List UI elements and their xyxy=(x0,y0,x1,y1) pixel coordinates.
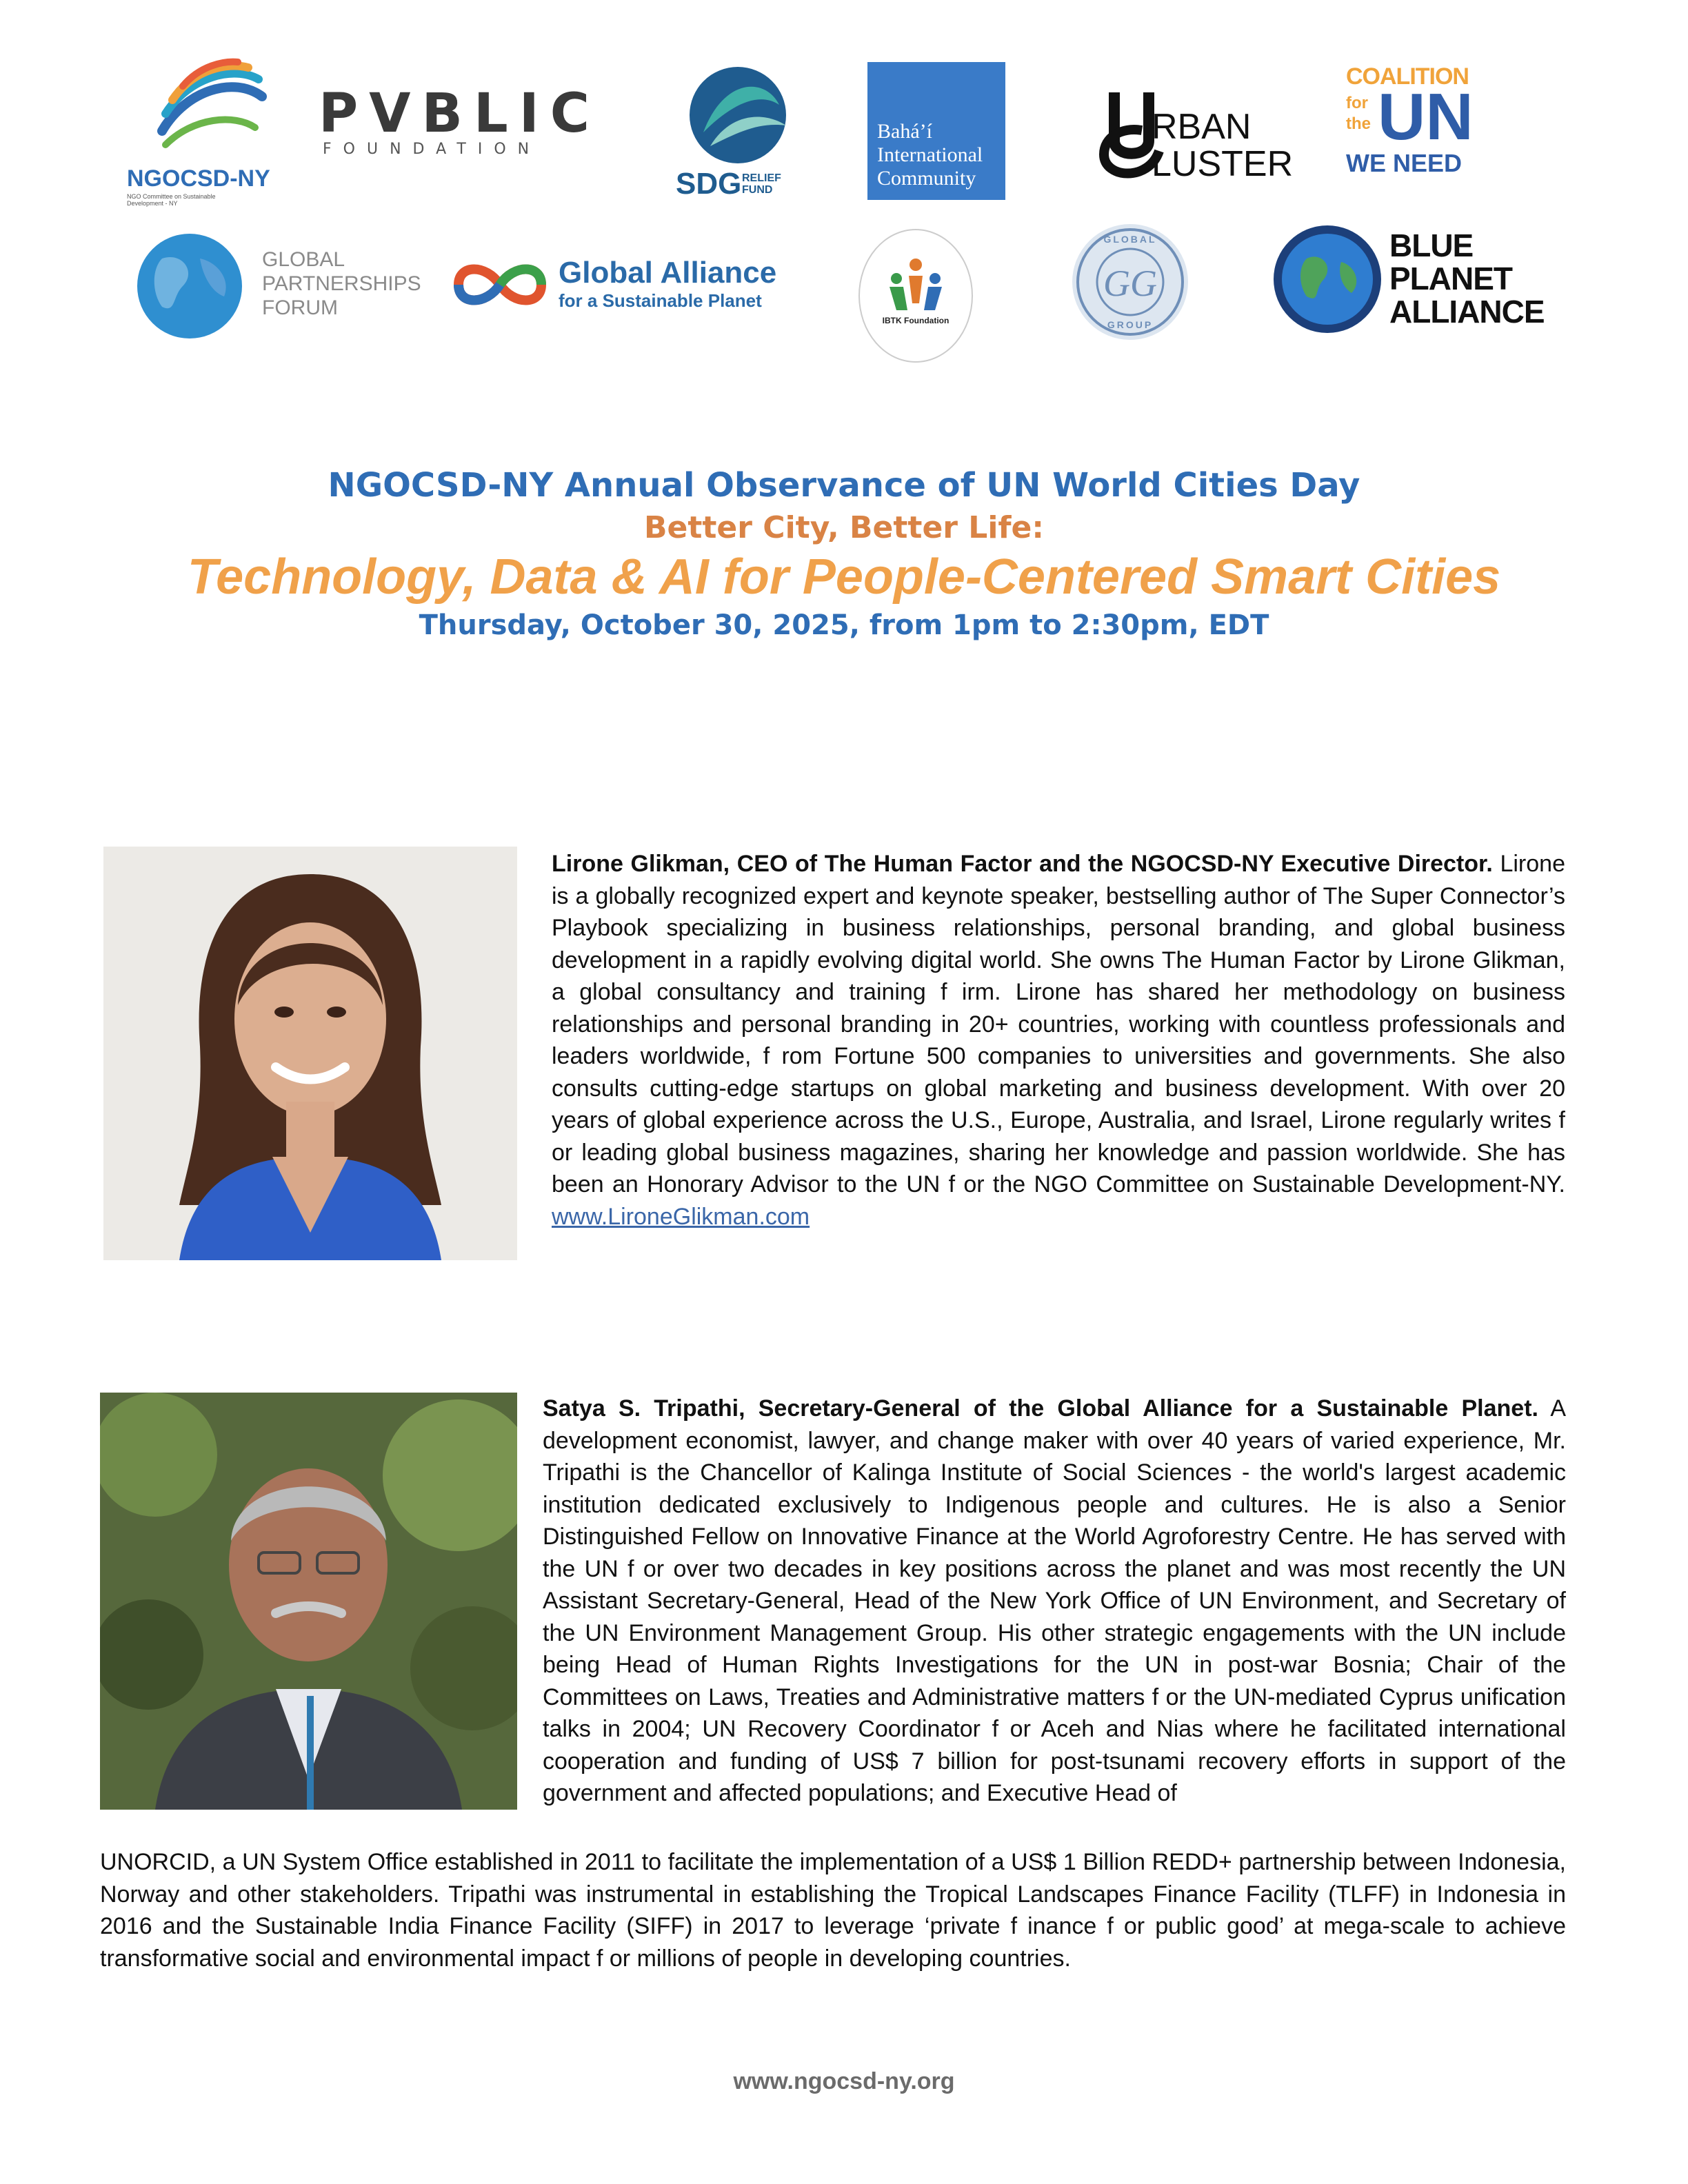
coalition-for: for xyxy=(1346,94,1368,112)
coalition-line1: COALITION xyxy=(1346,63,1469,90)
bahai-line1: Bahá’í xyxy=(877,120,932,143)
blue-planet-line1: BLUE xyxy=(1389,228,1474,263)
speaker2-photo xyxy=(100,1393,517,1810)
ngocsd-ny-logo xyxy=(124,48,283,207)
coalition-line3: WE NEED xyxy=(1346,149,1463,177)
gpf-line3: FORUM xyxy=(262,296,338,319)
urban-cluster-logo xyxy=(1069,69,1310,200)
ngocsd-logo-name: NGOCSD-NY xyxy=(127,165,270,192)
global-alliance-logo xyxy=(448,252,821,321)
sdg-logo-sub: RELIEF FUND xyxy=(742,172,781,196)
global-partnerships-forum-logo xyxy=(134,231,424,341)
global-group-logo xyxy=(1072,224,1188,340)
gpf-line2: PARTNERSHIPS xyxy=(262,272,421,295)
blue-planet-line2: PLANET xyxy=(1389,261,1512,296)
speaker2-portrait xyxy=(100,1393,517,1810)
event-theme: Better City, Better Life: xyxy=(643,510,1044,545)
event-series-title: NGOCSD-NY Annual Observance of UN World Cities Day xyxy=(328,466,1360,505)
speaker1-portrait xyxy=(103,847,517,1260)
speaker2-bio-text: A development economist, lawyer, and change maker with over 40 years of varied experience, Mr. Tripathi is the Chancellor of Kalinga Institute of Social Sciences - the world's largest academic institution dedicated exclusively to Indigenous people and cultures. He is also a Senior Distinguished Fellow on Innovative Finance at the World Agroforestry Centre. He has served with the UN f or over two decades in key positions across the planet and was most recently the UN Assistant Secretary-General, Head of the New York Office of UN Environment, and Secretary of the UN Environment Management Group. His other strategic engagements with the UN include being Head of Human Rights Investigations for the UN in post-war Bosnia; Chair of the Committees on Laws, Treaties and Administrative matters f or the UN-mediated Cyprus unification talks in 2004; UN Recovery Coordinator f or Aceh and Nias where he facilitated international cooperation and funding of US$ 7 billion for post-tsunami recovery efforts in support of the government and affected populations; and Executive Head of xyxy=(543,1395,1567,1806)
pvblic-logo-sub: FOUNDATION xyxy=(323,141,541,158)
svg-text:GG: GG xyxy=(1103,263,1157,304)
urban-cluster-line1: RBAN xyxy=(1152,107,1252,147)
speaker2-bio-continued: UNORCID, a UN System Office established in 2011 to facilitate the implementation of a US$ 1 Billion REDD+ partnership between Indonesia, Norway and other stakeholders. Tripathi was instrumental in establishing the Tropical Landscapes Finance Facility (TLFF) in Indonesia in 2016 and the Sustainable India Finance Facility (SIFF) in 2017 to leverage ‘private f inance f or public good’ at mega-scale to achieve transformative social and environmental impact f or millions of people in developing countries. xyxy=(100,1849,1566,1972)
globe-icon xyxy=(134,231,245,341)
ibtk-foundation-logo xyxy=(858,229,973,363)
pvblic-logo-name: PVBLIC xyxy=(319,83,601,145)
ngocsd-logo-sub: NGO Committee on Sustainable Development - NY xyxy=(127,193,216,207)
global-group-top: GLOBAL xyxy=(1103,234,1157,245)
global-alliance-line1: Global Alliance xyxy=(559,256,777,290)
speaker1-website-link[interactable]: www.LironeGlikman.com xyxy=(552,1203,810,1230)
gpf-line1: GLOBAL xyxy=(262,248,345,271)
infinity-icon xyxy=(448,257,552,312)
blue-planet-alliance-logo xyxy=(1272,224,1548,334)
event-title: Technology, Data & AI for People-Centered Smart Cities xyxy=(187,549,1501,605)
speaker1-name-title: Lirone Glikman, CEO of The Human Factor and the NGOCSD-NY Executive Director. xyxy=(552,851,1493,877)
blue-planet-line3: ALLIANCE xyxy=(1389,294,1545,330)
blue-planet-globe-icon xyxy=(1272,224,1383,334)
speaker1-photo xyxy=(103,847,517,1260)
global-group-bottom: GROUP xyxy=(1107,319,1154,330)
bahai-line2: International xyxy=(877,143,983,166)
ibtk-logo-name: IBTK Foundation xyxy=(882,316,950,325)
bahai-line3: Community xyxy=(877,167,976,190)
ngocsd-swirl-icon xyxy=(124,48,283,165)
coalition-un-we-need-logo xyxy=(1345,63,1496,181)
coalition-un: UN xyxy=(1378,80,1474,154)
sdg-relief-fund-logo xyxy=(676,63,800,208)
coalition-the: the xyxy=(1346,114,1371,133)
speaker1-bio-text: Lirone is a globally recognized expert and keynote speaker, bestselling author of The Super Connector’s Playbook specializing in business relationships, personal branding, and global business development in a rapidly evolving digital world. She owns The Human Factor by Lirone Glikman, a global consultancy and training f irm. Lirone has shared her methodology on business relationships and personal branding in 20+ countries, working with countless professionals and leaders worldwide, f rom Fortune 500 companies to universities and governments. She also consults cutting-edge startups on global marketing and business development. With over 20 years of global experience across the U.S., Europe, Australia, and Israel, Lirone regularly writes f or leading global business magazines, sharing her knowledge and passion worldwide. She has been an Honorary Advisor to the UN f or the NGO Committee on Sustainable Development-NY. xyxy=(552,851,1565,1197)
speaker2-name-title: Satya S. Tripathi, Secretary-General of the Global Alliance for a Sustainable Planet. xyxy=(543,1395,1538,1422)
event-date-time: Thursday, October 30, 2025, from 1pm to 2:30pm, EDT xyxy=(419,609,1269,641)
speaker1-bio xyxy=(552,848,1565,1233)
bahai-international-logo xyxy=(867,62,1005,200)
urban-cluster-line2: LUSTER xyxy=(1152,144,1294,184)
sdg-bird-icon xyxy=(683,63,793,167)
ibtk-people-icon xyxy=(881,255,950,317)
speaker2-bio xyxy=(543,1393,1566,1810)
sdg-logo-name: SDG xyxy=(676,167,742,201)
pvblic-foundation-logo xyxy=(319,83,615,159)
global-alliance-line2: for a Sustainable Planet xyxy=(559,290,762,311)
footer-website[interactable]: www.ngocsd-ny.org xyxy=(733,2068,955,2094)
